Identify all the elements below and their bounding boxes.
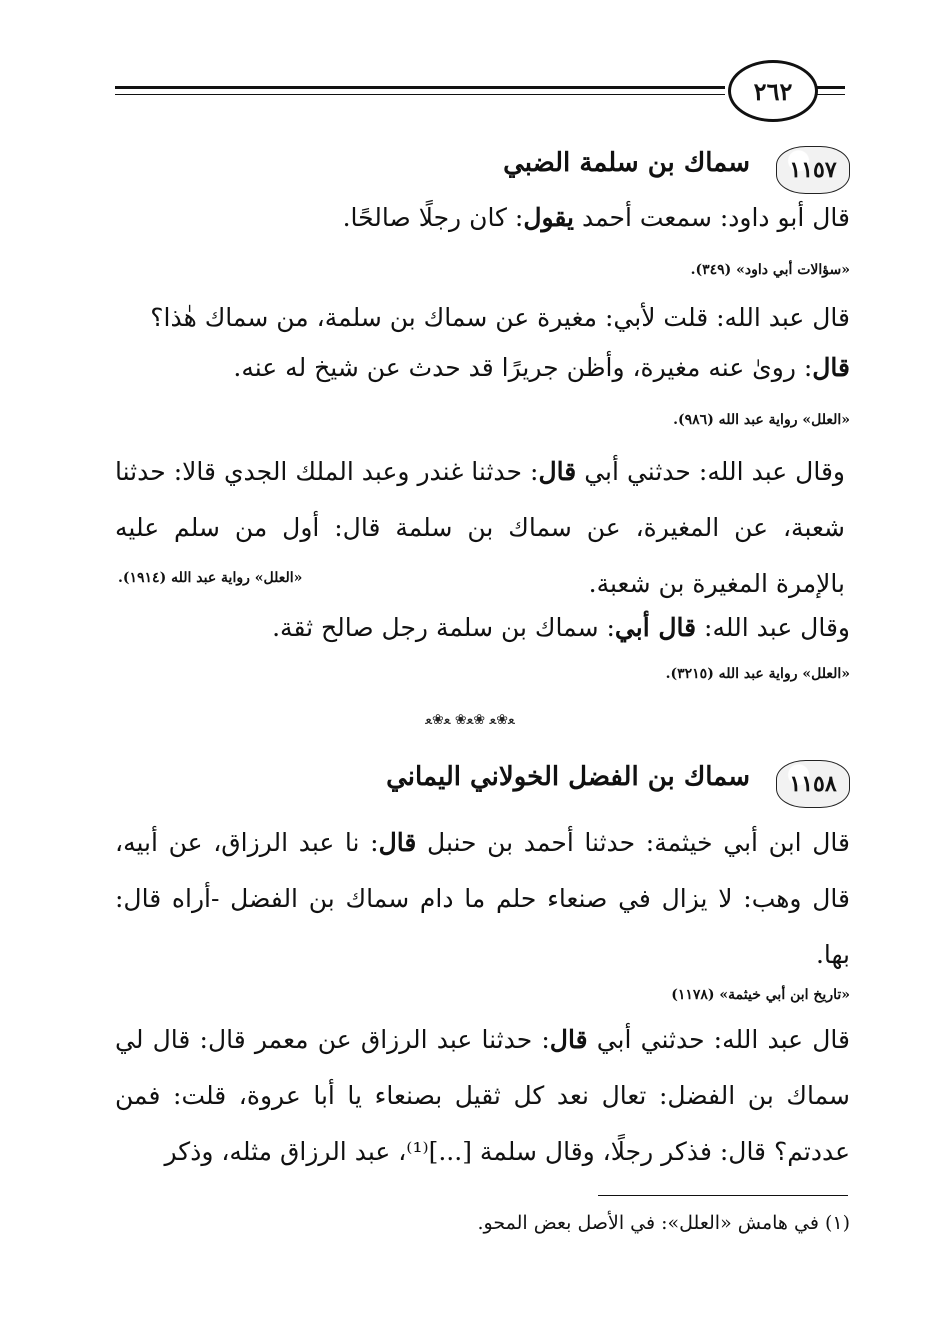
- header-rule-right: [815, 86, 845, 89]
- page-number: ٢٦٢: [728, 60, 818, 122]
- source-citation: «العلل» رواية عبد الله (١٩١٤).: [118, 570, 303, 586]
- paragraph: قال أبو داود: سمعت أحمد يقول: كان رجلًا صالحًا.: [342, 203, 850, 232]
- source-citation: «سؤالات أبي داود» (٣٤٩).: [690, 262, 850, 278]
- footnote: (١) في هامش «العلل»: في الأصل بعض المحو.: [477, 1212, 850, 1234]
- entry-title: سماك بن سلمة الضبي: [503, 148, 750, 178]
- entry-number-badge: ١١٥٧: [776, 146, 850, 194]
- header-rule-left: [115, 86, 725, 89]
- entry-title: سماك بن الفضل الخولاني اليماني: [386, 762, 750, 792]
- entry-number-badge: ١١٥٨: [776, 760, 850, 808]
- paragraph: وقال عبد الله: حدثني أبي قال: حدثنا غندر وعبد الملك الجدي قالا: حدثنا شعبة، عن المغيرة، عن سماك بن سلمة قال: أول من سلم عليه بالإمرة المغيرة بن شعبة.: [115, 457, 845, 598]
- source-citation: «تاريخ ابن أبي خيثمة» (١١٧٨): [671, 987, 850, 1003]
- section-divider-ornament: ﻌ❀ﻌ ❀ﻌ❀ ﻌ❀ﻌ: [425, 712, 515, 728]
- paragraph: قال عبد الله: قلت لأبي: مغيرة عن سماك بن سلمة، من سماك هٰذا؟: [150, 303, 850, 332]
- paragraph: قال: روىٰ عنه مغيرة، وأظن جريرًا قد حدث عن شيخ له عنه.: [233, 353, 850, 382]
- source-citation: «العلل» رواية عبد الله (٩٨٦).: [673, 412, 850, 428]
- header-rule-right-thin: [815, 94, 845, 95]
- entry-heading: [115, 146, 850, 196]
- paragraph: قال ابن أبي خيثمة: حدثنا أحمد بن حنبل قال: نا عبد الرزاق، عن أبيه، قال وهب: لا يزال في صنعاء حلم ما دام سماك بن الفضل -أراه قال: بها.: [115, 828, 850, 969]
- entry-heading: [115, 760, 850, 810]
- paragraph: قال عبد الله: حدثني أبي قال: حدثنا عبد الرزاق عن معمر قال: قال لي سماك بن الفضل: تعال نعد كل ثقيل بصنعاء يا أبا عروة، قلت: فمن عددتم؟ قال: فذكر رجلًا، وقال سلمة [...]⁽¹⁾، عبد الرزاق مثله، وذكر: [115, 1025, 850, 1166]
- footnote-rule: [598, 1195, 848, 1196]
- source-citation: «العلل» رواية عبد الله (٣٢١٥).: [665, 666, 850, 682]
- paragraph: وقال عبد الله: قال أبي: سماك بن سلمة رجل صالح ثقة.: [272, 613, 850, 642]
- header-rule-left-thin: [115, 94, 725, 95]
